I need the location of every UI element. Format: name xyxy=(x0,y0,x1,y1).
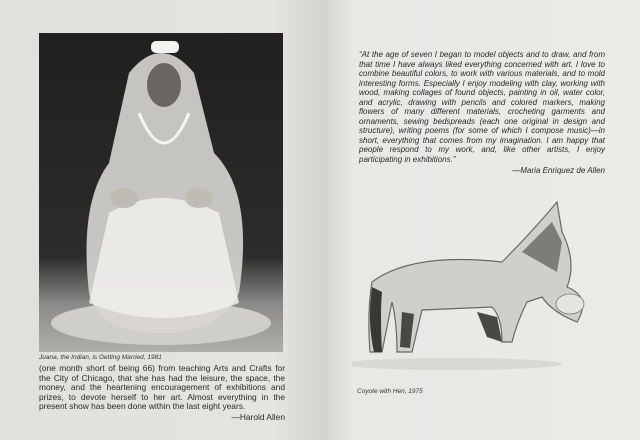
right-text-block xyxy=(359,50,605,176)
body-text: (one month short of being 66) from teaching Arts and Crafts for the City of Chicago, that she has had the leisure, the space, the money, and the heartening encouragement of exhibitions and prizes, to devote herself to her art. Almost everything in the present show has been done within the last eight years. xyxy=(39,363,285,411)
coyote-sculpture-photo xyxy=(352,192,597,382)
left-photo-caption: Juana, the Indian, is Getting Married, 1981 xyxy=(39,354,162,361)
right-photo-caption: Coyote with Hen, 1975 xyxy=(357,388,423,395)
signature: —Harold Allen xyxy=(231,411,285,422)
left-text-block xyxy=(39,354,285,422)
quote-attribution: —Maria Enriquez de Allen xyxy=(512,166,605,175)
bride-doll-photo xyxy=(39,33,283,352)
artist-quote: “At the age of seven I began to model objects and to draw, and from that time I have always liked everything concerned with art. I love to combine beautiful colors, to work with various materials, and to mold interesting forms. Especially I enjoy modeling with clay, working with wood, making collages of found objects, painting in oil, water color, and acrylic, drawing with pencils and colored markers, making flowers of many different materials, crocheting garments and ornaments, sewing bedspreads (each one original in design and structure), writing poems (for some of which I compose music)—in short, everything that comes from my imagination. I am happy that people respond to my work, and, like other artists, I enjoy participating in exhibitions.” xyxy=(359,50,605,164)
